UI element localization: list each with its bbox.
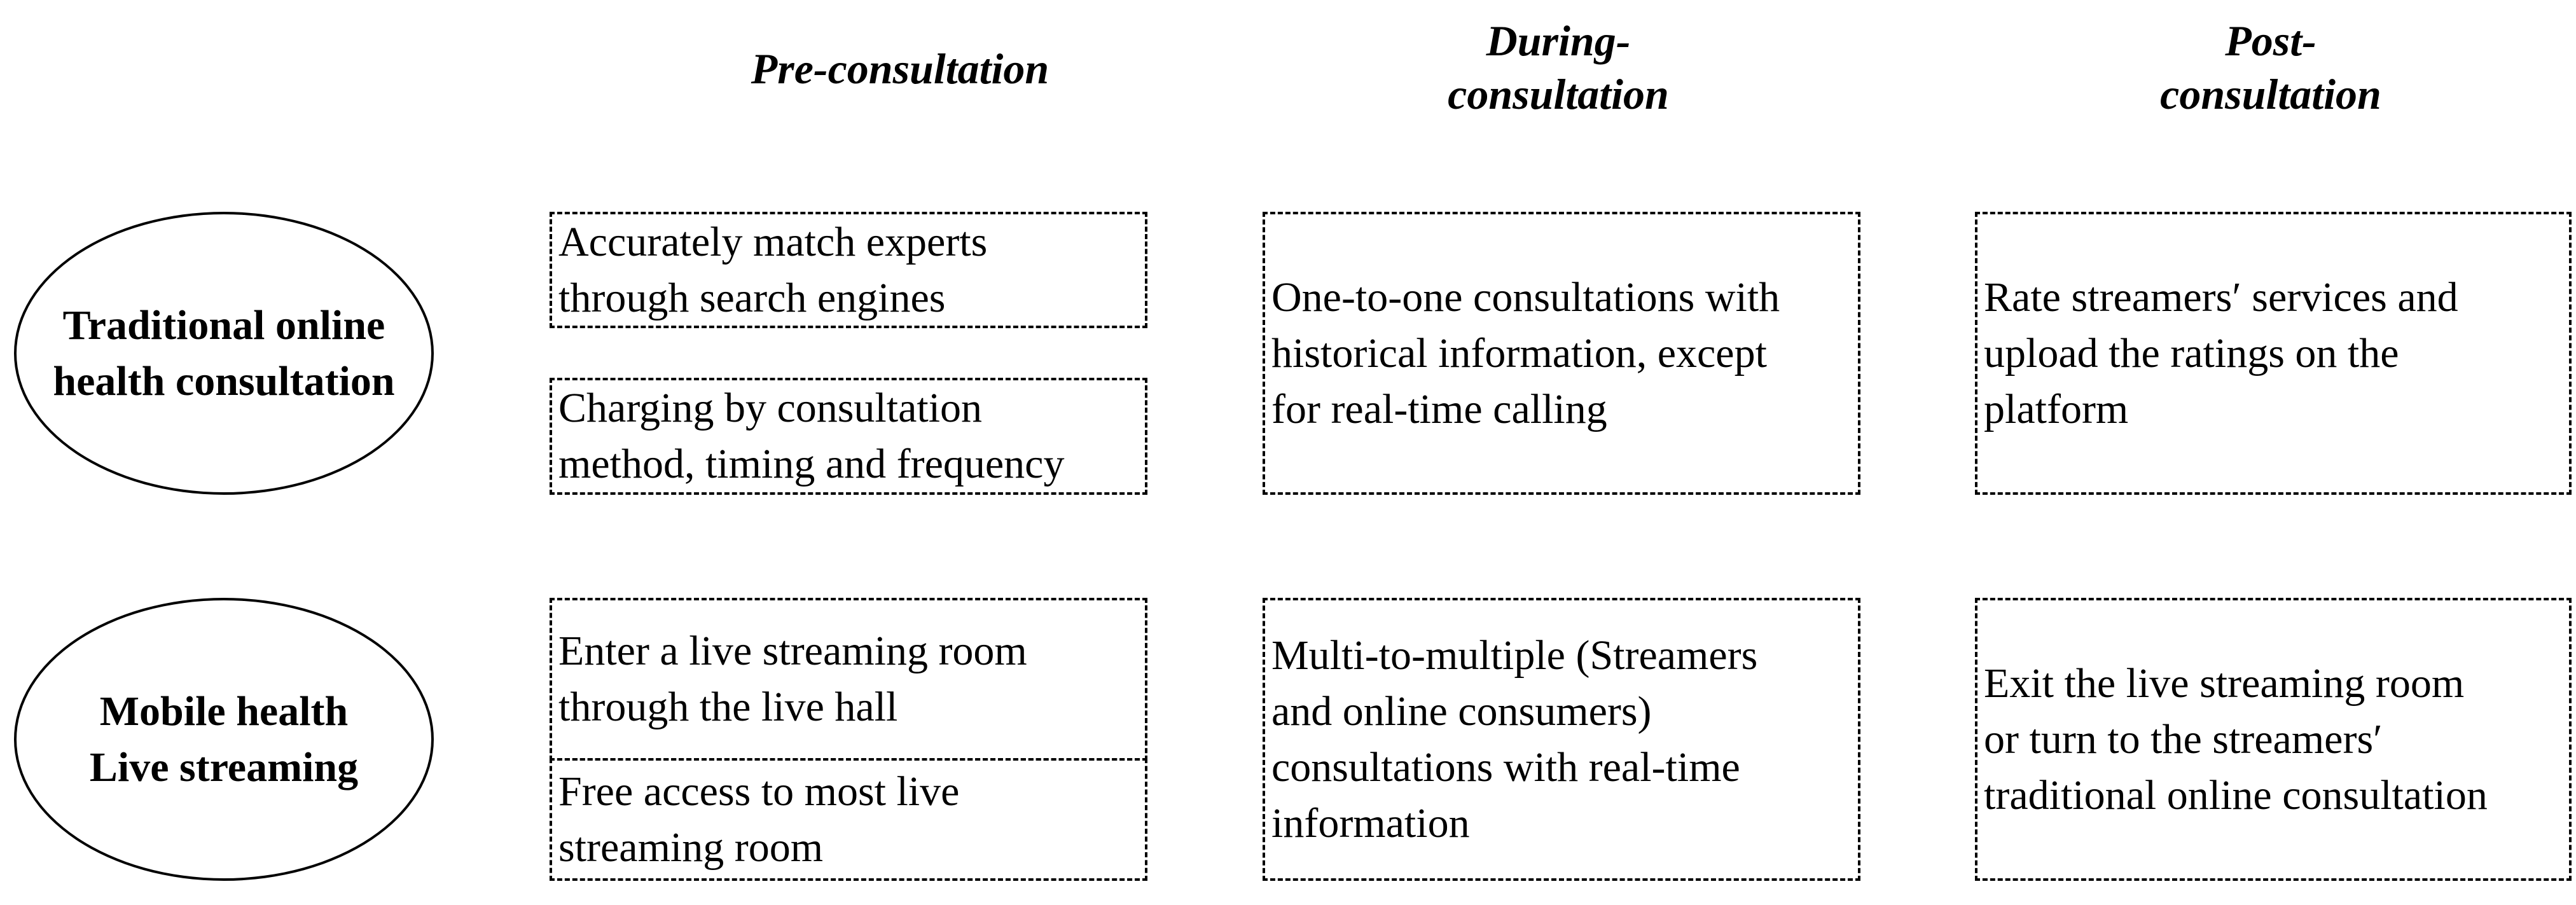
mobile-live-streaming-label: Mobile health Live streaming xyxy=(89,687,359,791)
mobile-during-text: Multi-to-multiple (Streamers and online consumers) consultations with real-time information xyxy=(1271,632,1758,846)
traditional-post-box xyxy=(1975,212,2572,495)
header-pre-consultation: Pre-consultation xyxy=(751,45,1049,93)
mobile-pre-box-2 xyxy=(550,758,1147,881)
traditional-pre-text-1: Accurately match experts through search engines xyxy=(558,218,988,321)
traditional-post-text: Rate streamers′ services and upload the ratings on the platform xyxy=(1984,273,2458,432)
mobile-pre-text-1: Enter a live streaming room through the live hall xyxy=(558,628,1027,730)
traditional-consultation-node xyxy=(14,212,434,495)
traditional-pre-box-2 xyxy=(550,378,1147,495)
traditional-pre-text-2: Charging by consultation method, timing and frequency xyxy=(558,385,1065,487)
traditional-consultation-label: Traditional online health consultation xyxy=(53,301,395,404)
traditional-during-box xyxy=(1263,212,1860,495)
header-post-consultation: Post- consultation xyxy=(2160,17,2381,118)
traditional-during-text: One-to-one consultations with historical information, except for real-time calling xyxy=(1271,273,1780,432)
mobile-post-text: Exit the live streaming room or turn to the streamers′ traditional online consultation xyxy=(1984,660,2488,819)
mobile-during-box xyxy=(1263,598,1860,881)
mobile-pre-box-1 xyxy=(550,598,1147,761)
mobile-live-streaming-node xyxy=(14,598,434,881)
header-during-consultation: During- consultation xyxy=(1448,17,1669,118)
mobile-pre-text-2: Free access to most live streaming room xyxy=(558,768,960,871)
traditional-pre-box-1 xyxy=(550,212,1147,328)
mobile-post-box xyxy=(1975,598,2572,881)
